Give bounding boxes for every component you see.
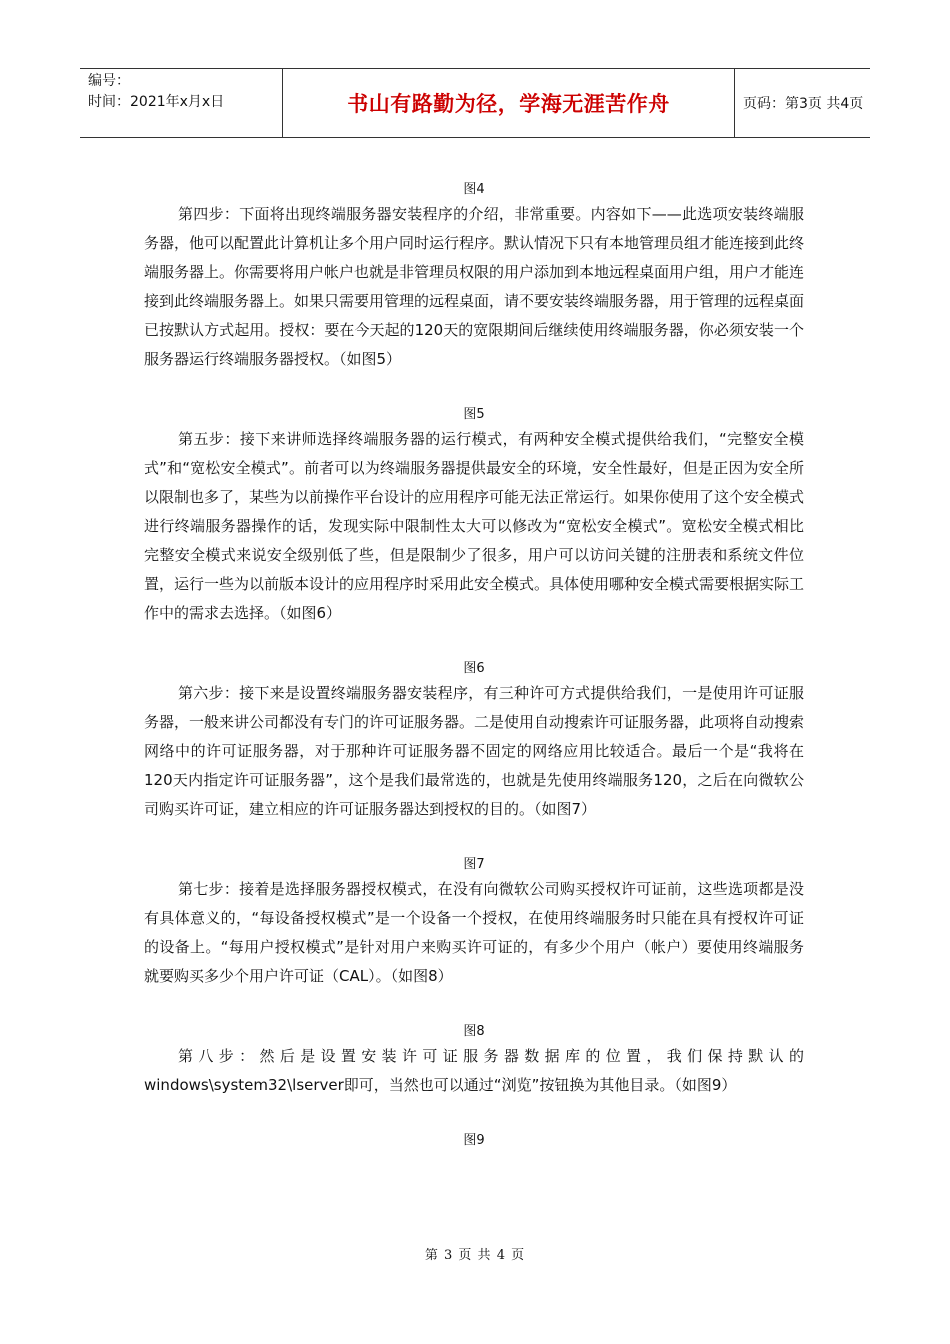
step-paragraph: 第四步：下面将出现终端服务器安装程序的介绍，非常重要。内容如下——此选项安装终端服务器，他可以配置此计算机让多个用户同时运行程序。默认情况下只有本地管理员组才能连接到此终端服务器上。你需要将用户帐户也就是非管理员权限的用户添加到本地远程桌面用户组，用户才能连接到此终端服务器上。如果只需要用管理的远程桌面，请不要安装终端服务器，用于管理的远程桌面已按默认方式起用。授权：要在今天起的120天的宽限期间后继续使用终端服务器，你必须安装一个服务器运行终端服务器授权。（如图5） (144, 205, 805, 368)
figure-caption: 图6 (463, 661, 485, 676)
document-number-label: 编号： (88, 73, 130, 89)
figure-caption: 图9 (463, 1133, 485, 1148)
step-paragraph: 第七步：接着是选择服务器授权模式，在没有向微软公司购买授权许可证前，这些选项都是没有具体意义的，“每设备授权模式”是一个设备一个授权，在使用终端服务时只能在具有授权许可证的设备上。“每用户授权模式”是针对用户来购买许可证的，有多少个用户（帐户）要使用终端服务就要购买多少个用户许可证（CAL）。（如图8） (144, 880, 804, 985)
page-header (80, 68, 870, 138)
figure-caption: 图7 (463, 857, 485, 872)
figure-caption: 图8 (463, 1024, 485, 1039)
figure-caption: 图5 (463, 407, 485, 422)
step-paragraph: 第八步：然后是设置安装许可证服务器数据库的位置，我们保持默认的windows\system32\lserver即可，当然也可以通过“浏览”按钮换为其他目录。（如图9） (144, 1047, 804, 1094)
motto-text: 书山有路勤为径，学海无涯苦作舟 (347, 92, 670, 116)
header-motto-cell (282, 69, 735, 137)
figure-caption: 图4 (463, 182, 485, 197)
document-body (144, 180, 804, 1151)
step-paragraph: 第六步：接下来是设置终端服务器安装程序，有三种许可方式提供给我们，一是使用许可证服务器，一般来讲公司都没有专门的许可证服务器。二是使用自动搜索许可证服务器，此项将自动搜索网络中的许可证服务器，对于那种许可证服务器不固定的网络应用比较适合。最后一个是“我将在120天内指定许可证服务器”，这个是我们最常选的，也就是先使用终端服务120，之后在向微软公司购买许可证，建立相应的许可证服务器达到授权的目的。（如图7） (144, 684, 805, 818)
document-date: 时间：2021年x月x日 (88, 94, 225, 110)
page-footer: 第 3 页 共 4 页 (424, 1248, 526, 1263)
header-meta (80, 69, 282, 137)
header-page-info (735, 69, 870, 137)
page-info-text: 页码：第3页 共4页 (743, 96, 864, 112)
step-paragraph: 第五步：接下来讲师选择终端服务器的运行模式，有两种安全模式提供给我们，“完整安全模式”和“宽松安全模式”。前者可以为终端服务器提供最安全的环境，安全性最好，但是正因为安全所以限制也多了，某些为以前操作平台设计的应用程序可能无法正常运行。如果你使用了这个安全模式进行终端服务器操作的话，发现实际中限制性太大可以修改为“宽松安全模式”。宽松安全模式相比完整安全模式来说安全级别低了些，但是限制少了很多，用户可以访问关键的注册表和系统文件位置，运行一些为以前版本设计的应用程序时采用此安全模式。具体使用哪种安全模式需要根据实际工作中的需求去选择。（如图6） (144, 430, 805, 622)
